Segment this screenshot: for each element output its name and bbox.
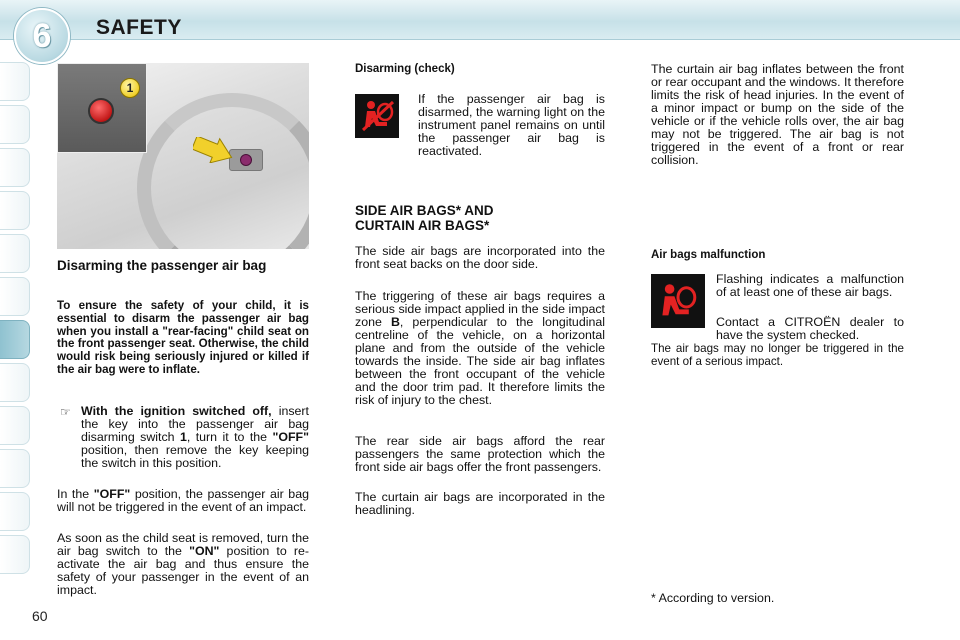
- malfunction-heading: Air bags malfunction: [651, 249, 766, 261]
- chapter-tab-10[interactable]: [0, 449, 30, 488]
- instruction-text-2: , turn it to the: [186, 430, 273, 444]
- curtain-airbag-description: The curtain air bag inflates between the front or rear occupant and the windows. It therefore limits the risk of head injuries. In the event of a minor impact or bump on the side of the vehicle or if the vehicle rolls over, the air bag may not be triggered. The air bag is not triggered in the event of a front or rear collision.: [651, 62, 904, 167]
- page-title: SAFETY: [96, 16, 182, 39]
- chapter-badge: 6: [14, 8, 70, 64]
- chapter-tab-2[interactable]: [0, 105, 30, 144]
- side-airbags-heading: [355, 203, 605, 233]
- switch-location-dot: [240, 154, 252, 166]
- airbag-switch-photo: [57, 63, 309, 249]
- switch-closeup-inset: [57, 63, 147, 153]
- side-airbags-triggering: [355, 290, 605, 407]
- ignition-instruction: [81, 405, 309, 470]
- side-airbags-location: The side air bags are incorporated into the front seat backs on the door side.: [355, 244, 605, 271]
- chapter-tab-5[interactable]: [0, 234, 30, 273]
- instruction-text-1: insert the key into the passenger air bag disarming switch: [81, 404, 309, 444]
- disarming-heading: Disarming the passenger air bag: [57, 258, 267, 273]
- para-text: The triggering of these air bags requires a serious side impact applied in the side impact zone: [355, 289, 605, 329]
- chapter-tab-9[interactable]: [0, 406, 30, 445]
- chapter-tab-strip: [0, 62, 30, 582]
- off-label: "OFF": [272, 430, 309, 444]
- reactivate-paragraph: [57, 532, 309, 597]
- side-airbags-heading-line-2: CURTAIN AIR BAGS*: [355, 218, 490, 233]
- chapter-tab-3[interactable]: [0, 148, 30, 187]
- chapter-tab-11[interactable]: [0, 492, 30, 531]
- version-footnote: * According to version.: [651, 591, 775, 605]
- instruction-lead: With the ignition switched off,: [81, 404, 272, 418]
- off-label: "OFF": [93, 487, 131, 501]
- child-safety-warning: To ensure the safety of your child, it is essential to disarm the passenger air bag when you install a "rear-facing" child seat on the front passenger seat. Otherwise, the child would risk being seriously injured or killed if the air bag were to inflate.: [57, 299, 309, 376]
- airbag-malfunction-warning-icon: [651, 274, 705, 328]
- airbag-switch-knob: [88, 98, 114, 124]
- pointing-hand-icon: ☞: [60, 405, 71, 419]
- callout-marker: 1: [120, 78, 140, 98]
- chapter-tab-1[interactable]: [0, 62, 30, 101]
- para-text: position, the passenger air bag will not be triggered in the event of an impact.: [57, 487, 309, 514]
- chapter-tab-8[interactable]: [0, 363, 30, 402]
- para-text: position to re-activate the air bag and thus ensure the safety of your passenger in the event of an impact.: [57, 544, 309, 597]
- para-text: In the: [57, 487, 94, 501]
- para-text: , perpendicular to the longitudinal centreline of the vehicle, on a horizontal plane and from the outside of the vehicle towards the inside. The side air bag inflates between the front occupant of the vehicle and the door trim pad. It therefore limits the risk of injury to the chest.: [355, 315, 606, 407]
- curtain-airbags-location: The curtain air bags are incorporated in the headlining.: [355, 490, 605, 517]
- instruction-text-3: position, then remove the key keeping the switch in this position.: [81, 443, 309, 470]
- disarming-check-heading: Disarming (check): [355, 63, 455, 75]
- side-airbags-heading-line-1: SIDE AIR BAGS* AND: [355, 203, 494, 218]
- switch-reference: 1: [179, 430, 187, 444]
- chapter-tab-4[interactable]: [0, 191, 30, 230]
- passenger-airbag-off-warning-icon: [355, 94, 399, 138]
- rear-side-airbags: The rear side air bags afford the rear passengers the same protection which the front side air bags offer the front passengers.: [355, 434, 605, 474]
- yellow-arrow-icon: [193, 137, 233, 163]
- page-number: 60: [32, 608, 48, 624]
- off-position-paragraph: [57, 488, 309, 514]
- on-label: "ON": [189, 544, 220, 558]
- steering-wheel-shape: [137, 93, 309, 249]
- disarming-check-text: If the passenger air bag is disarmed, the warning light on the instrument panel remains on until the passenger air bag is reactivated.: [418, 92, 605, 158]
- chapter-tab-12[interactable]: [0, 535, 30, 574]
- malfunction-flashing: Flashing indicates a malfunction of at least one of these air bags.: [716, 272, 904, 299]
- para-text: As soon as the child seat is removed, turn the air bag switch to the: [57, 531, 309, 558]
- impact-zone-label: B: [390, 315, 400, 329]
- chapter-tab-7-active[interactable]: [0, 320, 30, 359]
- chapter-tab-6[interactable]: [0, 277, 30, 316]
- malfunction-contact-dealer: Contact a CITROËN dealer to have the system checked.: [716, 315, 904, 342]
- malfunction-not-triggered: The air bags may no longer be triggered in the event of a serious impact.: [651, 342, 904, 368]
